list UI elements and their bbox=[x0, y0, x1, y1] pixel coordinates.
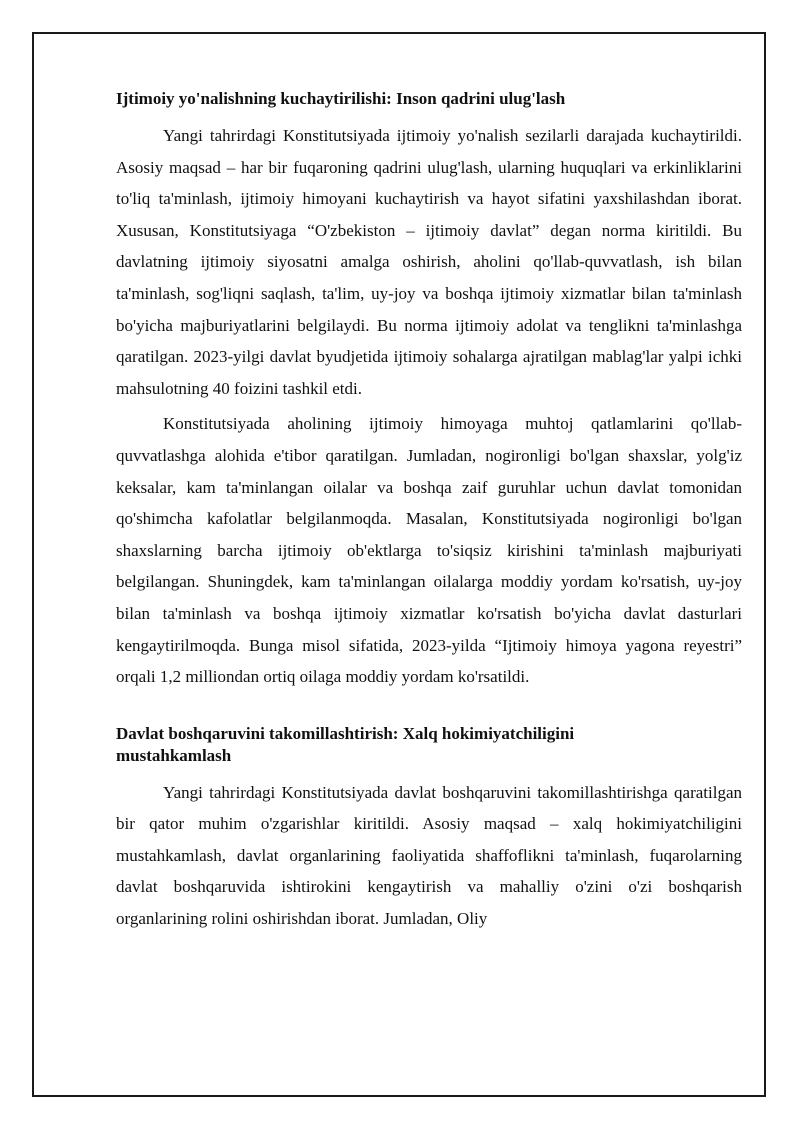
section-heading-governance: Davlat boshqaruvini takomillashtirish: Xalq hokimiyatchiligini mustahkamlash bbox=[116, 723, 575, 765]
paragraph-social-1: Yangi tahrirdagi Konstitutsiyada ijtimoiy yo'nalish sezilarli darajada kuchaytirildi. Asosiy maqsad – har bir fuqaroning qadrini ulug'lash, ularning huquqlari va erkinliklarini to'liq ta'minlash, ijtimoiy himoyani kuchaytirish va hayot sifatini yaxshilashdan iborat. Xususan, Konstitutsiyaga “O'zbekiston – ijtimoiy davlat” degan norma kiritildi. Bu davlatning ijtimoiy siyosatni amalga oshirish, aholini qo'llab-quvvatlash, ish bilan ta'minlash, sog'liqni saqlash, ta'lim, uy-joy va boshqa ijtimoiy xizmatlar bilan ta'minlash bo'yicha majburiyatlarini belgilaydi. Bu norma ijtimoiy adolat va tenglikni ta'minlashga qaratilgan. 2023-yilgi davlat byudjetida ijtimoiy sohalarga ajratilgan mablag'lar yalpi ichki mahsulotning 40 foizini tashkil etdi. bbox=[116, 126, 742, 398]
section-heading-social: Ijtimoiy yo'nalishning kuchaytirilishi: Inson qadrini ulug'lash bbox=[116, 89, 566, 108]
paragraph-governance-1: Yangi tahrirdagi Konstitutsiyada davlat boshqaruvini takomillashtirishga qaratilgan bir qator muhim o'zgarishlar kiritildi. Asosiy maqsad – xalq hokimiyatchiligini mustahkamlash, davlat organlarining faoliyatida shaffoflikni ta'minlash, fuqarolarning davlat boshqaruvida ishtirokini kengaytirish va mahalliy o'zini o'zi boshqarish organlarining rolini oshirishdan iborat. Jumladan, Oliy bbox=[116, 782, 742, 929]
paragraph-social-2: Konstitutsiyada aholining ijtimoiy himoyaga muhtoj qatlamlarini qo'llab-quvvatlashga alohida e'tibor qaratilgan. Jumladan, nogironligi bo'lgan shaxslar, yolg'iz keksalar, kam ta'minlangan oilalar va boshqa zaif guruhlar uchun davlat tomonidan qo'shimcha kafolatlar belgilanmoqda. Masalan, Konstitutsiyada nogironligi bo'lgan shaxslarning barcha ijtimoiy ob'ektlarga to'siqsiz kirishini ta'minlash majburiyati belgilangan. Shuningdek, kam ta'minlangan oilalarga moddiy yordam ko'rsatish, uy-joy bilan ta'minlash va boshqa ijtimoiy xizmatlar ko'rsatish bo'yicha davlat dasturlari kengaytirilmoqda. Bunga misol sifatida, 2023-yilda “Ijtimoiy himoya yagona reyestri” orqali 1,2 milliondan ortiq oilaga moddiy yordam ko'rsatildi. bbox=[116, 414, 742, 687]
document-body bbox=[116, 84, 742, 939]
